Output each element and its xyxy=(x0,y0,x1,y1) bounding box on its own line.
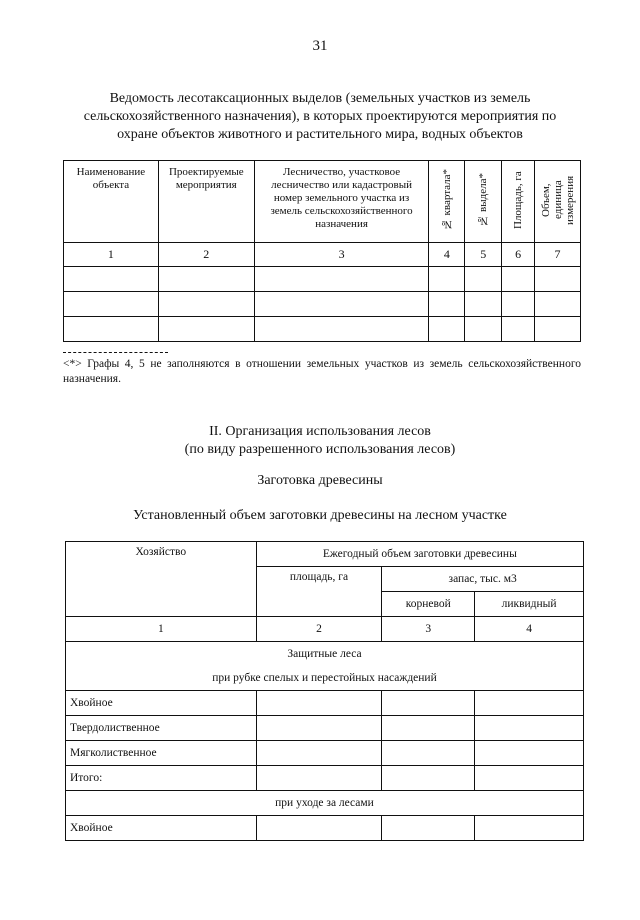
header-area: Площадь, га xyxy=(512,170,525,229)
table-row xyxy=(66,741,584,766)
col-number-3: 3 xyxy=(254,243,429,267)
table-row xyxy=(66,816,584,841)
section-heading-line-2: (по виду разрешенного использования лесов) xyxy=(184,442,456,457)
header-area-cell xyxy=(502,161,535,243)
group1-title: Защитные леса xyxy=(287,648,362,660)
table-row xyxy=(66,691,584,716)
statement-title-line-2: сельскохозяйственного назначения), в которых проектируются мероприятия по xyxy=(83,109,557,124)
col-number-5: 5 xyxy=(465,243,502,267)
harvest-col-number-3: 3 xyxy=(382,617,475,642)
header-forestry: Лесничество, участковое лесничество или кадастровый номер земельного участка из земель сельскохозяйственного назначения xyxy=(254,161,429,243)
table-row xyxy=(66,716,584,741)
statement-title-line-3: охране объектов животного и растительного мира, водных объектов xyxy=(117,127,523,142)
col-number-1: 1 xyxy=(64,243,159,267)
group1-subtitle: при рубке спелых и перестойных насаждений xyxy=(212,672,437,684)
header-farm: Хозяйство xyxy=(66,542,257,617)
header-quarter-cell xyxy=(429,161,465,243)
harvest-col-number-2: 2 xyxy=(256,617,382,642)
header-annual-volume: Ежегодный объем заготовки древесины xyxy=(256,542,583,567)
section-heading xyxy=(0,423,640,459)
header-root: корневой xyxy=(382,592,475,617)
section-subheading: Заготовка древесины xyxy=(257,473,383,488)
page-number: 31 xyxy=(312,38,328,54)
header-quarter-no: № квартала* xyxy=(440,168,453,231)
header-planned-measures: Проектируемые мероприятия xyxy=(158,161,254,243)
empty-row xyxy=(64,317,581,342)
empty-row xyxy=(64,267,581,292)
header-area: площадь, га xyxy=(256,567,382,617)
header-section-cell xyxy=(465,161,502,243)
col-number-2: 2 xyxy=(158,243,254,267)
section-heading-line-1: II. Организация использования лесов xyxy=(209,424,431,439)
group2-subtitle: при уходе за лесами xyxy=(66,791,584,816)
statement-title-line-1: Ведомость лесотаксационных выделов (земельных участков из земель xyxy=(109,91,531,106)
row-label: Итого: xyxy=(66,766,257,791)
header-stock: запас, тыс. м3 xyxy=(382,567,584,592)
row-label: Хвойное xyxy=(66,816,257,841)
harvest-volume-table xyxy=(65,541,584,841)
header-section-no: № выдела* xyxy=(477,172,490,227)
header-object-name: Наименование объекта xyxy=(64,161,159,243)
empty-row xyxy=(64,292,581,317)
row-label: Хвойное xyxy=(66,691,257,716)
harvest-col-number-4: 4 xyxy=(475,617,584,642)
harvest-col-number-1: 1 xyxy=(66,617,257,642)
group-protective-forests xyxy=(66,642,584,691)
statement-title xyxy=(60,90,580,144)
header-liquid: ликвидный xyxy=(475,592,584,617)
col-number-6: 6 xyxy=(502,243,535,267)
header-volume: Объем, единица измерения xyxy=(539,174,576,225)
header-volume-cell xyxy=(535,161,581,243)
col-number-4: 4 xyxy=(429,243,465,267)
forest-sections-table xyxy=(63,160,581,342)
col-number-7: 7 xyxy=(535,243,581,267)
row-label: Твердолиственное xyxy=(66,716,257,741)
footnote: <*> Графы 4, 5 не заполняются в отношении земельных участков из земель сельскохозяйственного назначения. xyxy=(63,358,581,385)
table-row xyxy=(66,766,584,791)
row-label: Мягколиственное xyxy=(66,741,257,766)
footnote-separator xyxy=(63,352,168,353)
harvest-table-title: Установленный объем заготовки древесины на лесном участке xyxy=(133,508,507,523)
